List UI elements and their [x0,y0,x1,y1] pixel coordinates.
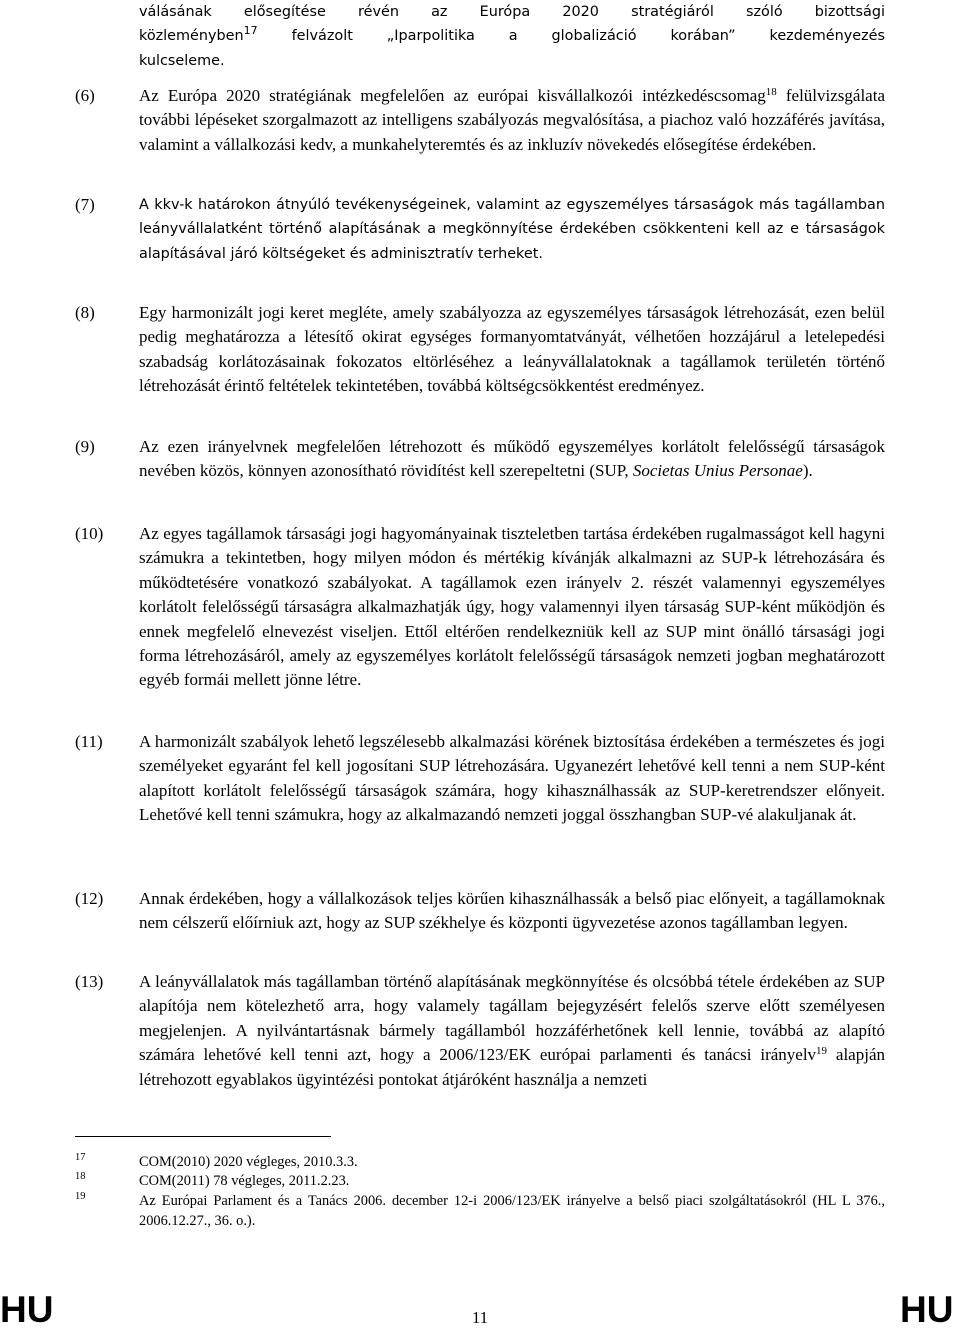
intro-line-2 [139,24,885,48]
recital-7-text: A kkv-k határokon átnyúló tevékenységeinek, valamint az egyszemélyes társaságok más tagállamban leányvállalatként történő alapításának a megkönnyítése érdekében csökkenteni kell az e társaságok alapításával járó költségeket és adminisztratív terheket. [139,197,885,262]
footnote-ref-17[interactable]: 17 [243,24,258,38]
recital-11 [75,730,885,828]
recital-12-text: Annak érdekében, hogy a vállalkozások teljes körűen kihasználhassák a belső piac előnyeit, a tagállamoknak nem célszerű előírniuk azt, hogy az SUP székhelye és központi ügyvezetése azonos tagállamban legyen. [139,889,885,933]
recital-12 [75,887,885,936]
recital-number: (9) [75,437,95,456]
recital-13-text-a: A leányvállalatok más tagállamban történő alapításának megkönnyítése és olcsóbbá tétele érdekében az SUP alapítója nem kötelezhető arra, hogy valamely tagállam bejegyzésért felelős szerve előtt személyesen megjelenjen. A nyilvántartásnak bármely tagállamból hozzáférhetőnek kell lennie, továbbá az alapító számára lehetővé kell tenni azt, hogy a 2006/123/EK európai parlamenti és tanácsi irányelv [139,972,885,1065]
footnote-text: COM(2010) 2020 végleges, 2010.3.3. [139,1154,358,1170]
recital-13-text-b: alapján létrehozott egyablakos ügyintézési pontokat átjáróként használja a nemzeti [139,1045,885,1089]
recital-8 [75,301,885,399]
footnote-text: Az Európai Parlament és a Tanács 2006. december 12-i 2006/123/EK irányelve a belső piaci szolgáltatásokról (HL L 376., 2006.12.27., 36. o.). [139,1193,885,1229]
intro-line-2-text: közleményben [139,28,244,45]
recital-number: (13) [75,972,104,991]
footnote-19 [75,1191,885,1231]
sup-full-name: Societas Unius Personae [632,461,803,481]
footnote-17 [75,1152,885,1172]
footnote-18 [75,1171,885,1191]
recital-number: (12) [75,889,104,908]
footnote-number: 19 [75,1191,86,1202]
recital-6-text-cont: felülvizsgálata további lépéseket szorgalmazott az intelligens szabályozás megvalósítása, a piachoz való hozzáférés javítása, valamint a vállalkozási kedv, a munkahelyteremtés és az inkluzív növekedés elősegítése érdekében. [139,86,885,154]
intro-line-3: kulcseleme. [139,52,225,69]
recital-9-text [139,435,885,484]
recital-number: (7) [75,195,95,214]
recital-13-text [139,970,885,1092]
intro-line-2-rest: felvázolt „Iparpolitika a globalizáció korában” kezdeményezés [257,28,885,45]
language-code-left: HU [0,1289,54,1330]
page-number: 11 [471,1308,489,1327]
footnote-number: 18 [75,1171,86,1182]
footnote-ref-19[interactable]: 19 [816,1045,828,1058]
recital-9-text-b: ). [802,461,813,481]
footnote-number: 17 [75,1152,86,1163]
footnote-ref-18[interactable]: 18 [765,86,777,98]
recital-6-text: Az Európa 2020 stratégiának megfelelően az európai kisvállalkozói intézkedéscsomag [139,86,766,105]
recital-number: (10) [75,524,104,543]
footnote-separator [75,1136,331,1137]
recital-9 [75,435,885,484]
language-code-right: HU [900,1289,954,1330]
recital-10-text: Az egyes tagállamok társasági jogi hagyományainak tiszteletben tartása érdekében rugalmasságot kell hagyni számukra a tekintetben, hogy milyen módon és mértékig kívánják alkalmazni az SUP-k létrehozására és működtetésére vonatkozó szabályokat. A tagállamok ezen irányelv 2. részét valamennyi egyszemélyes korlátolt felelősségű társaságra alkalmazhatják úgy, hogy valamennyi ilyen társaság SUP-ként működjön és ennek megfelelő elnevezést viseljen. Ettől eltérően rendelkezniük kell az SUP mint önálló társasági jogi forma létrehozásáról, amely az egyszemélyes korlátolt felelősségű társaságok nemzeti jogban meghatározott egyéb formái mellett jönne létre. [139,524,885,690]
recital-10 [75,522,885,693]
recital-text [139,84,885,157]
recital-9-text-a: Az ezen irányelvnek megfelelően létrehozott és működő egyszemélyes korlátolt felelősségű társaságok nevében közös, könnyen azonosítható rövidítést kell szerepeltetni (SUP, [139,437,885,481]
recital-13 [75,970,885,1092]
recital-number: (6) [75,86,95,105]
footnote-text: COM(2011) 78 végleges, 2011.2.23. [139,1173,350,1189]
intro-line-1: válásának elősegítése révén az Európa 2020 stratégiáról szóló bizottsági [139,4,885,20]
recital-number: (8) [75,303,95,322]
intro-continuation [75,0,885,73]
recital-11-text: A harmonizált szabályok lehető legszélesebb alkalmazási körének biztosítása érdekében a természetes és jogi személyeket egyaránt fel kell jogosítani SUP létrehozására. Ugyanezért lehetővé kell tenni a nem SUP-ként alapított korlátolt felelősségű társaságok számára, hogy kihasználhassák az SUP-keretrendszer előnyeit. Lehetővé kell tenni számukra, hogy az alkalmazandó nemzeti joggal összhangban SUP-vé alakuljanak át. [139,732,885,825]
recital-7 [75,193,885,266]
recital-number: (11) [75,732,103,751]
recital-6 [75,84,885,157]
recital-8-text: Egy harmonizált jogi keret megléte, amely szabályozza az egyszemélyes társaságok létrehozását, ezen belül pedig meghatározza a létesítő okirat egységes formanyomtatványát, vélhetően hozzájárul a letelepedési szabadság korlátozásainak fokozatos eltörléséhez a leányvállalatoknak a tagállamok területén történő létrehozását érintő feltételek tekintetében, továbbá költségcsökkentést eredményez. [139,303,885,396]
